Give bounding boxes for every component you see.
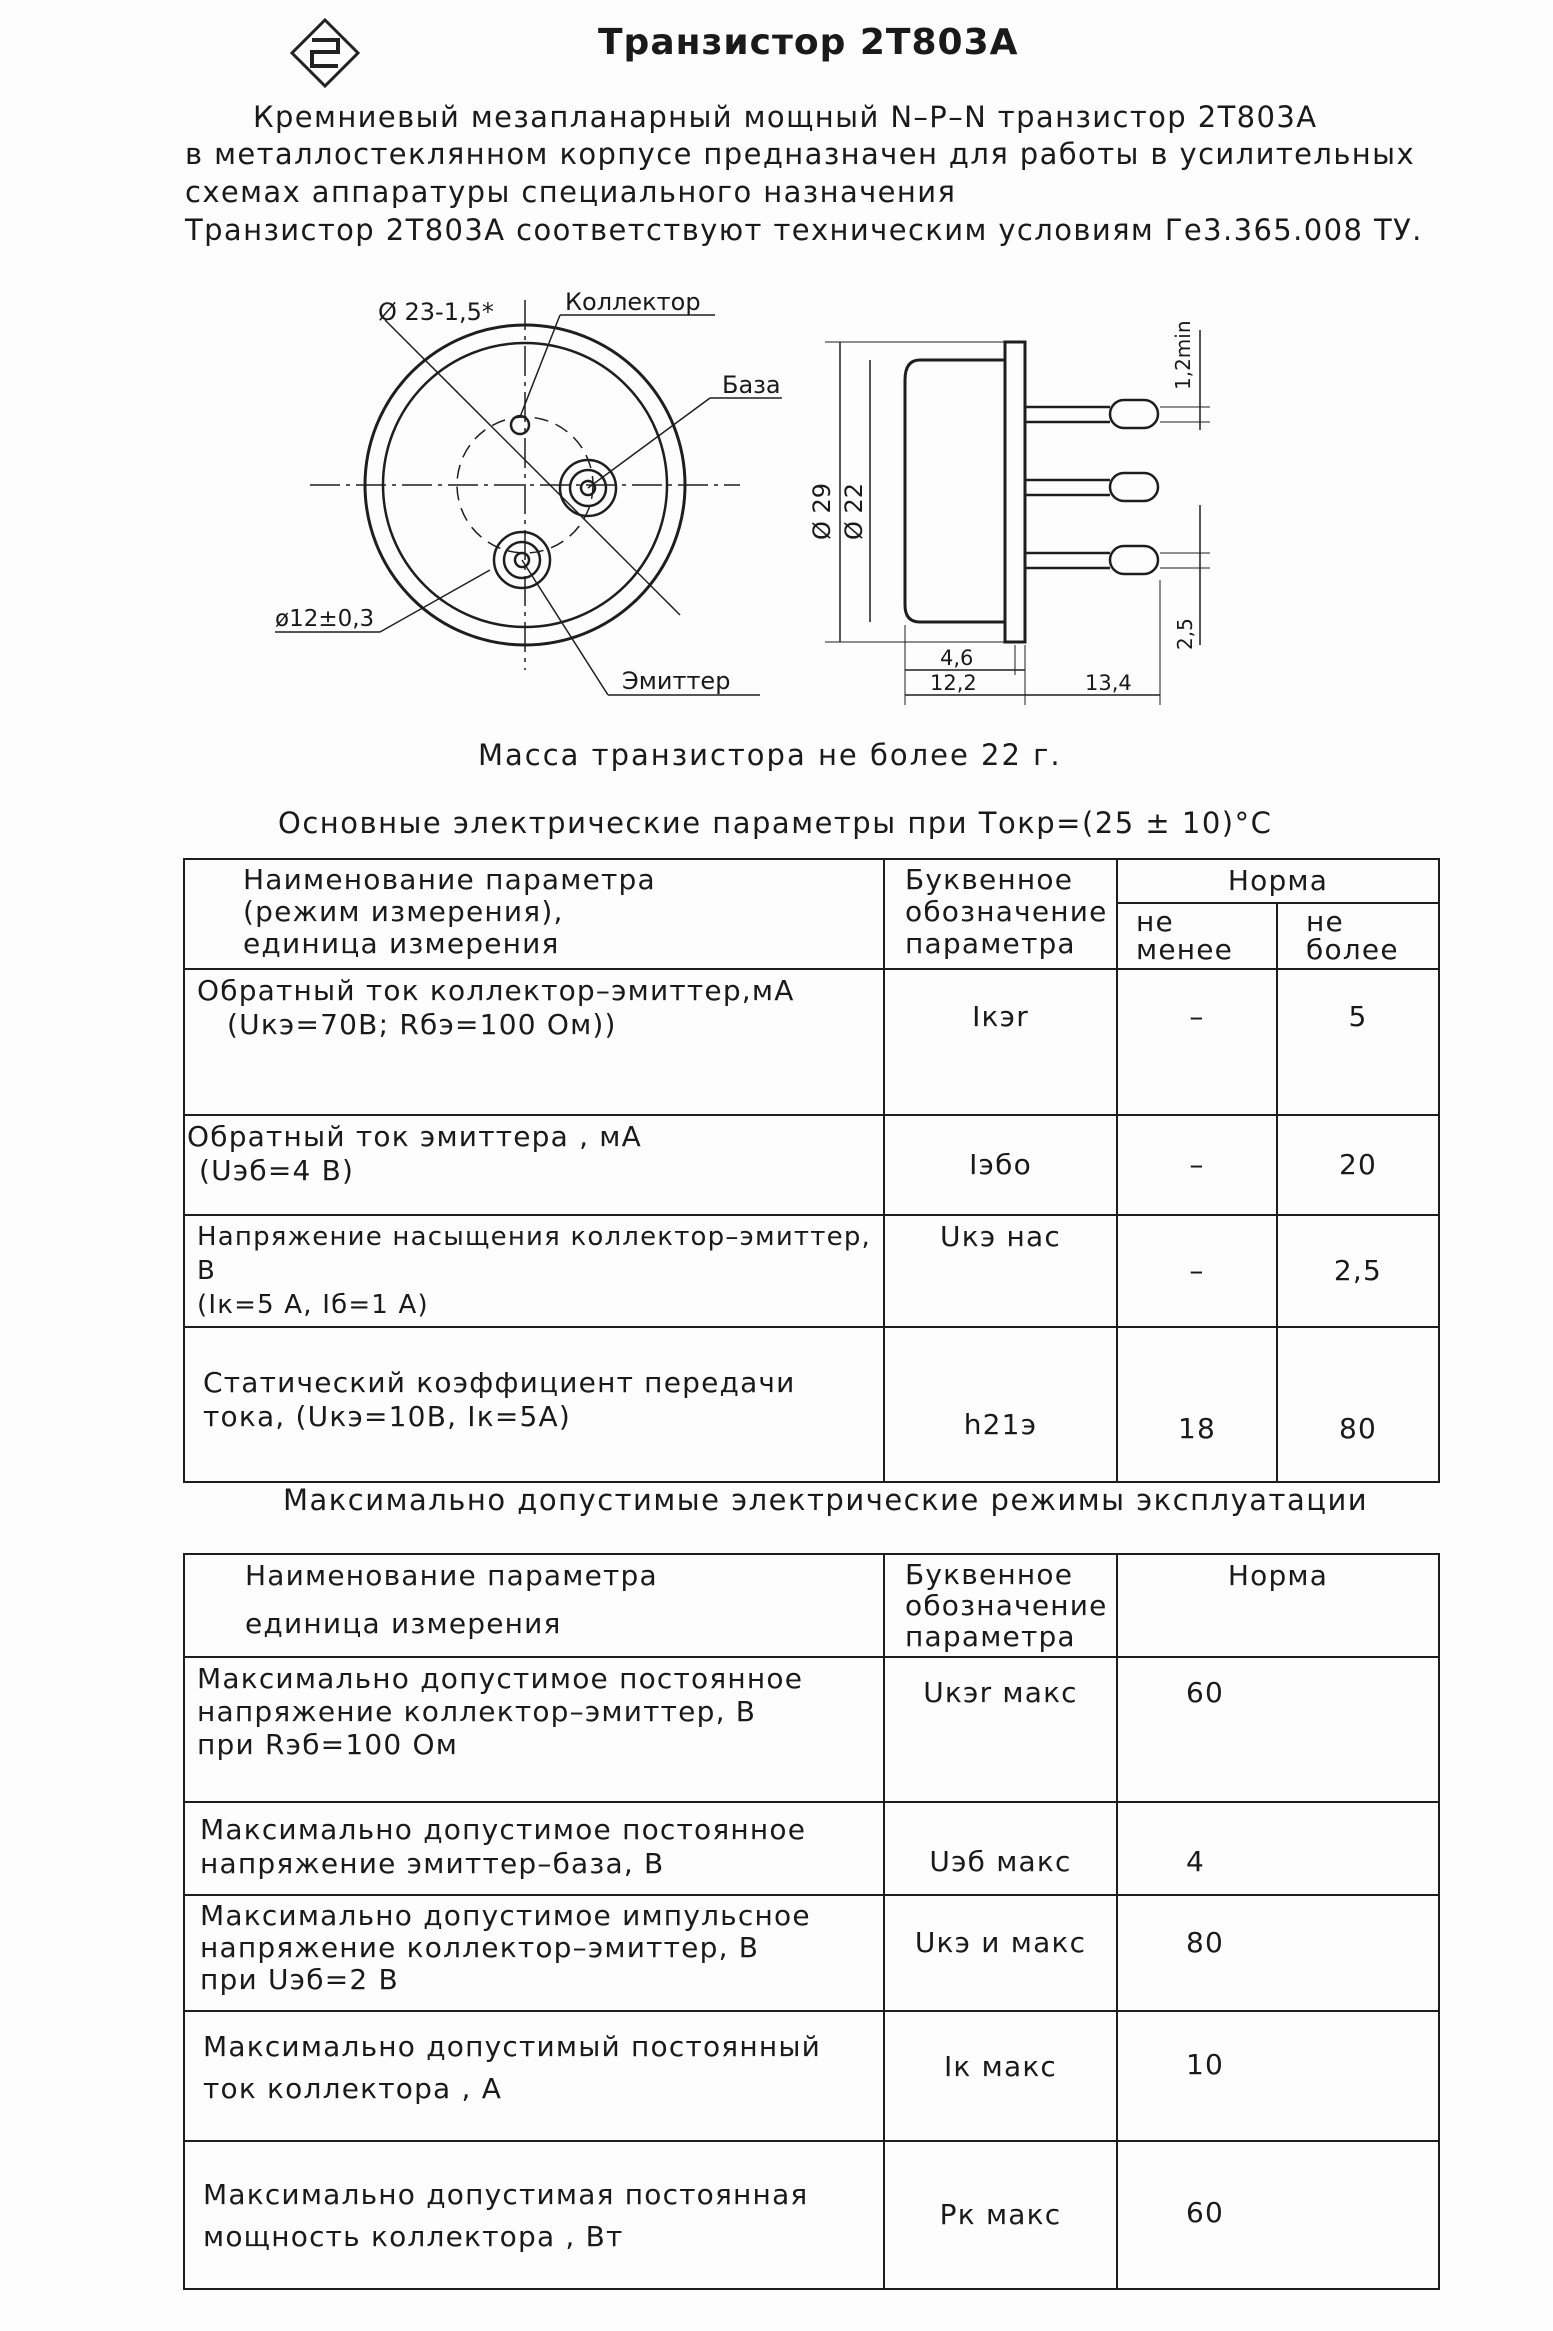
header-name: Наименование параметра (режим измерения), единица измерения [184, 859, 884, 969]
table-row: Обратный ток эмиттера , мА (Uэб=4 В) Iэбо – 20 [184, 1115, 1439, 1215]
table-header-row [184, 859, 1439, 903]
header-symbol: Буквенное обозначение параметра [884, 1554, 1117, 1657]
dim-4-6: 4,6 [940, 646, 974, 670]
electrical-parameters-table [183, 858, 1440, 1483]
mass-text: Масса транзистора не более 22 г. [478, 738, 1062, 772]
label-collector: Коллектор [565, 288, 701, 316]
page-title: Транзистор 2Т803А [598, 22, 1019, 63]
intro-line-2: в металлостеклянном корпусе предназначен для работы в усилительных [185, 137, 1416, 171]
table-row: Обратный ток коллектор–эмиттер,мА (Uкэ=70В; Rбэ=100 Ом)) Iкэr – 5 [184, 969, 1439, 1115]
header-max: не более [1277, 903, 1439, 969]
table-header-row [184, 1554, 1439, 1657]
table-row: Статический коэффициент передачи тока, (Uкэ=10В, Iк=5А) h21э 18 80 [184, 1327, 1439, 1482]
table-row: Напряжение насыщения коллектор–эмиттер, В (Iк=5 А, Iб=1 А) Uкэ нас – 2,5 [184, 1215, 1439, 1327]
manufacturer-logo-icon [290, 18, 360, 88]
intro-line-4: Транзистор 2Т803А соответствуют техническим условиям Ге3.365.008 ТУ. [185, 213, 1423, 247]
electrical-title: Основные электрические параметры при Токр=(25 ± 10)°С [278, 806, 1273, 840]
dim-12-2: 12,2 [930, 671, 977, 695]
dim-13-4: 13,4 [1085, 671, 1132, 695]
label-base: База [722, 371, 781, 399]
header-min: не менее [1117, 903, 1277, 969]
table-row: Максимально допустимый постоянный ток коллектора , А Iк макс 10 [184, 2011, 1439, 2141]
header-symbol: Буквенное обозначение параметра [884, 859, 1117, 969]
limits-title: Максимально допустимые электрические режимы эксплуатации [283, 1483, 1369, 1517]
table-row: Максимально допустимое постоянное напряжение эмиттер–база, В Uэб макс 4 [184, 1802, 1439, 1895]
intro-line-3: схемах аппаратуры специального назначения [185, 175, 957, 209]
dim-29: Ø 29 [808, 482, 836, 540]
transistor-drawing [0, 270, 1553, 720]
dim-1-2min: 1,2min [1171, 320, 1195, 390]
header-name: Наименование параметра единица измерения [184, 1554, 884, 1657]
header-norm: Норма [1117, 859, 1439, 903]
max-ratings-table [183, 1553, 1440, 2290]
label-bolt-circle: ø12±0,3 [275, 606, 375, 632]
intro-line-1: Кремниевый мезапланарный мощный N–P–N транзистор 2Т803А [253, 100, 1318, 134]
table-row: Максимально допустимое импульсное напряжение коллектор–эмиттер, В при Uэб=2 В Uкэ и макс 80 [184, 1895, 1439, 2011]
table-row: Максимально допустимое постоянное напряжение коллектор–эмиттер, В при Rэб=100 Ом Uкэr макс 60 [184, 1657, 1439, 1802]
header-norm: Норма [1117, 1554, 1439, 1657]
dim-2-5: 2,5 [1173, 618, 1197, 650]
dim-22: Ø 22 [840, 482, 868, 540]
label-emitter: Эмиттер [622, 667, 731, 695]
label-diameter-outer: Ø 23-1,5* [378, 298, 494, 326]
table-row: Максимально допустимая постоянная мощность коллектора , Вт Pк макс 60 [184, 2141, 1439, 2289]
